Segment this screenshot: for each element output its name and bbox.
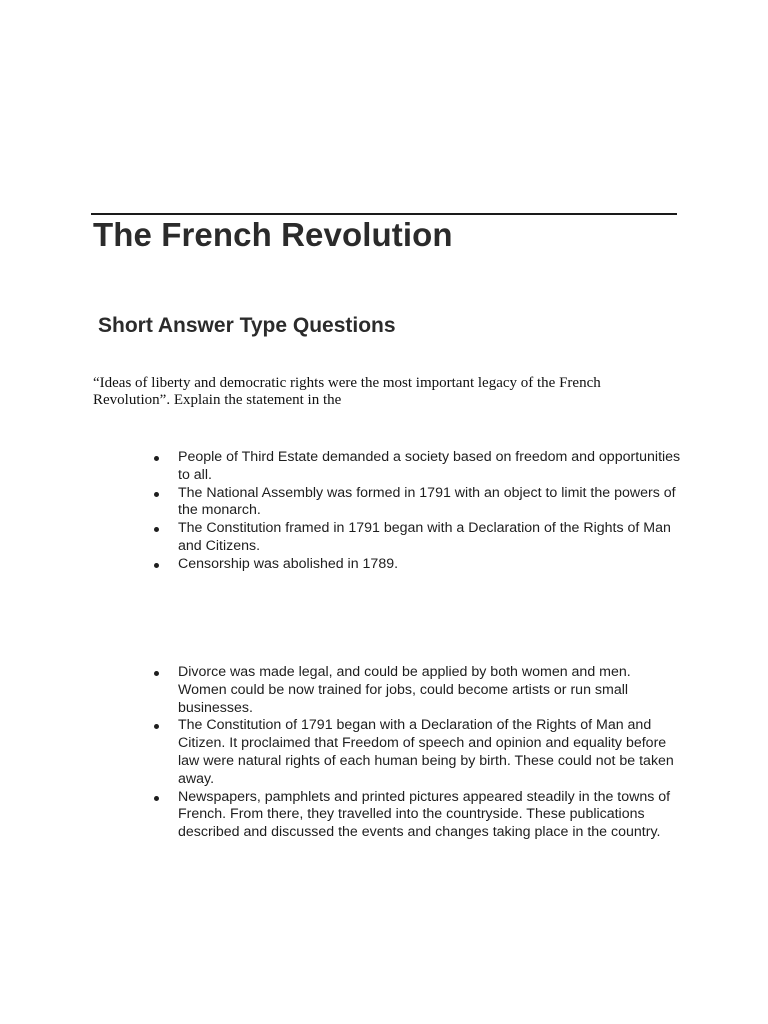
section-heading: Short Answer Type Questions — [98, 314, 396, 337]
document-title: The French Revolution — [93, 216, 453, 253]
list-item — [153, 789, 683, 842]
list-item-text: The Constitution framed in 1791 began with a Declaration of the Rights of Man and Citizens. — [178, 520, 671, 554]
bullet-icon — [154, 563, 159, 568]
list-item — [153, 664, 683, 717]
list-item — [153, 449, 683, 485]
list-item-text: The National Assembly was formed in 1791 with an object to limit the powers of the monarch. — [178, 484, 676, 519]
bullet-icon — [154, 492, 159, 497]
answer-list-2 — [153, 664, 683, 842]
bullet-icon — [154, 671, 159, 676]
list-item — [153, 717, 683, 788]
bullet-icon — [154, 456, 159, 461]
list-item-text: Censorship was abolished in 1789. — [178, 555, 399, 572]
list-item-text: Newspapers, pamphlets and printed pictures appeared steadily in the towns of French. From there, they travelled into the countryside. These publications described and discussed the events and changes taking place in the country. — [178, 788, 671, 841]
list-item-text: People of Third Estate demanded a society based on freedom and opportunities to all. — [178, 449, 681, 483]
bullet-icon — [154, 796, 159, 801]
list-item — [153, 485, 683, 521]
list-item-text: The Constitution of 1791 began with a Declaration of the Rights of Man and Citizen. It proclaimed that Freedom of speech and opinion and equality before law were natural rights of each human being by birth. These could not be taken away. — [178, 717, 674, 787]
list-item — [153, 520, 683, 556]
question-text: “Ideas of liberty and democratic rights were the most important legacy of the French Revolution”. Explain the statement in the — [93, 375, 601, 408]
list-item-text: Divorce was made legal, and could be applied by both women and men. Women could be now trained for jobs, could become artists or run small businesses. — [178, 664, 631, 716]
bullet-icon — [154, 724, 159, 729]
answer-list-1 — [153, 449, 683, 574]
list-item — [153, 556, 683, 574]
bullet-icon — [154, 527, 159, 532]
